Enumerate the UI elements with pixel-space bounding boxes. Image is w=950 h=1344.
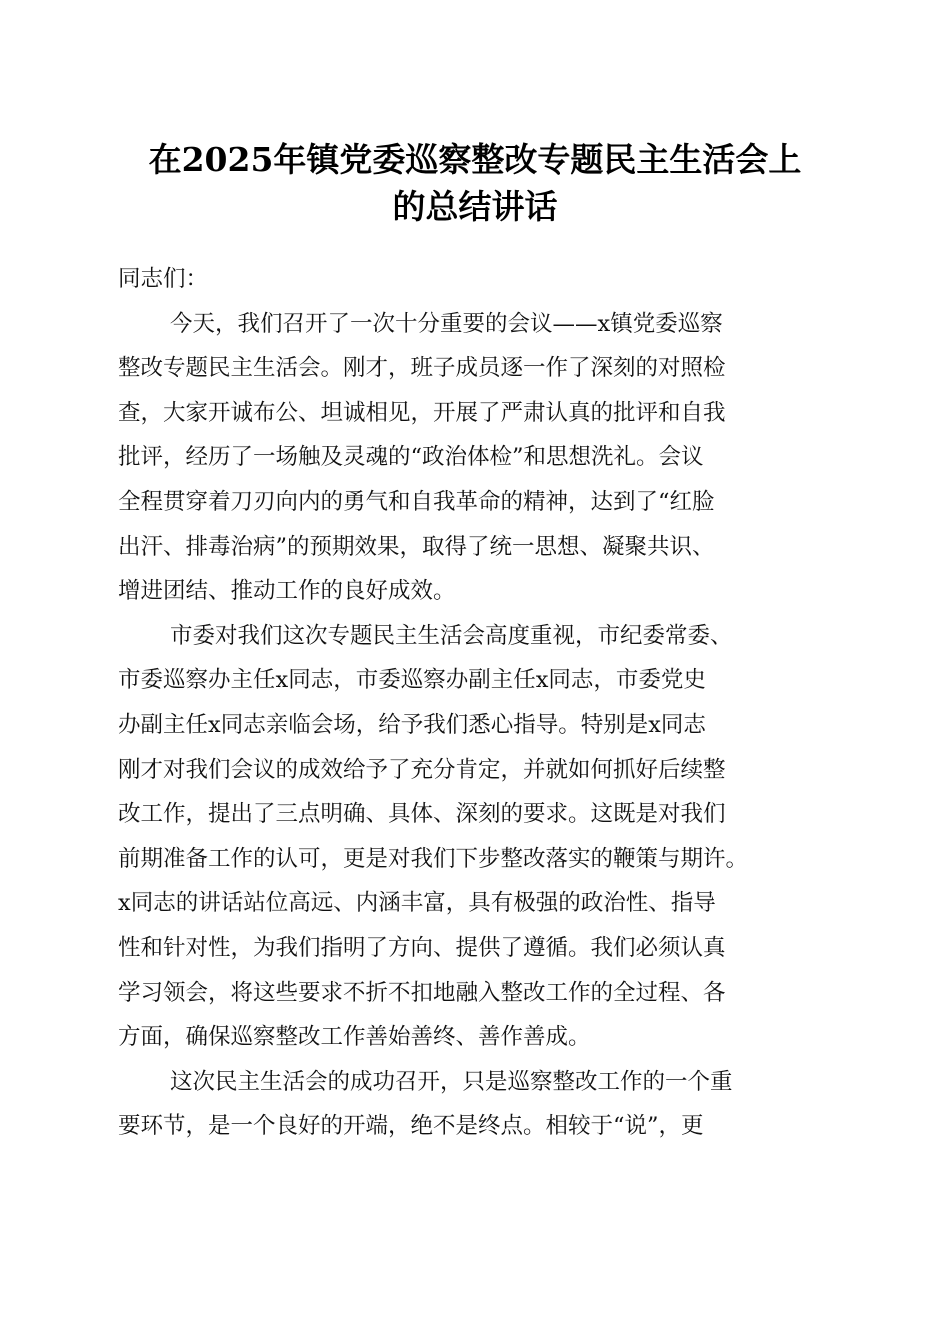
- paragraph-line: 增进团结、推动工作的良好成效。: [118, 578, 456, 605]
- paragraph-3: [118, 1060, 848, 1149]
- paragraph-2: [118, 614, 848, 1060]
- paragraph-line: 整改专题民主生活会。刚才，班子成员逐一作了深刻的对照检: [118, 355, 726, 382]
- title-line: 在2025年镇党委巡察整改专题民主生活会上: [148, 140, 802, 179]
- salutation: 同志们：: [118, 266, 209, 292]
- paragraph-line: 市委巡察办主任x同志，市委巡察办副主任x同志，市委党史: [118, 667, 706, 694]
- paragraph-line: 批评，经历了一场触及灵魂的“政治体检”和思想洗礼。会议: [118, 444, 704, 471]
- paragraph-line: 出汗、排毒治病”的预期效果，取得了统一思想、凝聚共识、: [118, 533, 715, 560]
- document-title: [110, 136, 840, 230]
- paragraph-line: 办副主任x同志亲临会场，给予我们悉心指导。特别是x同志: [118, 711, 706, 738]
- paragraph-line: x同志的讲话站位高远、内涵丰富，具有极强的政治性、指导: [118, 890, 716, 917]
- paragraph-line: 改工作，提出了三点明确、具体、深刻的要求。这既是对我们: [118, 801, 726, 828]
- paragraph-line: 刚才对我们会议的成效给予了充分肯定，并就如何抓好后续整: [118, 756, 726, 783]
- paragraph-line: 今天，我们召开了一次十分重要的会议——x镇党委巡察: [170, 310, 723, 337]
- paragraph-line: 全程贯穿着刀刃向内的勇气和自我革命的精神，达到了“红脸: [118, 488, 715, 515]
- paragraph-line: 要环节，是一个良好的开端，绝不是终点。相较于“说”，更: [118, 1113, 704, 1140]
- paragraph-line: 前期准备工作的认可，更是对我们下步整改落实的鞭策与期许。: [118, 845, 749, 872]
- paragraph-line: 学习领会，将这些要求不折不扣地融入整改工作的全过程、各: [118, 979, 726, 1006]
- title-line: 的总结讲话: [392, 187, 558, 226]
- paragraph-line: 这次民主生活会的成功召开，只是巡察整改工作的一个重: [170, 1068, 733, 1095]
- paragraph-line: 性和针对性，为我们指明了方向、提供了遵循。我们必须认真: [118, 934, 726, 961]
- paragraph-line: 查，大家开诚布公、坦诚相见，开展了严肃认真的批评和自我: [118, 399, 726, 426]
- paragraph-line: 市委对我们这次专题民主生活会高度重视，市纪委常委、: [170, 622, 733, 649]
- paragraph-1: [118, 302, 848, 614]
- paragraph-line: 方面，确保巡察整改工作善始善终、善作善成。: [118, 1024, 591, 1051]
- document-body: [118, 257, 848, 1149]
